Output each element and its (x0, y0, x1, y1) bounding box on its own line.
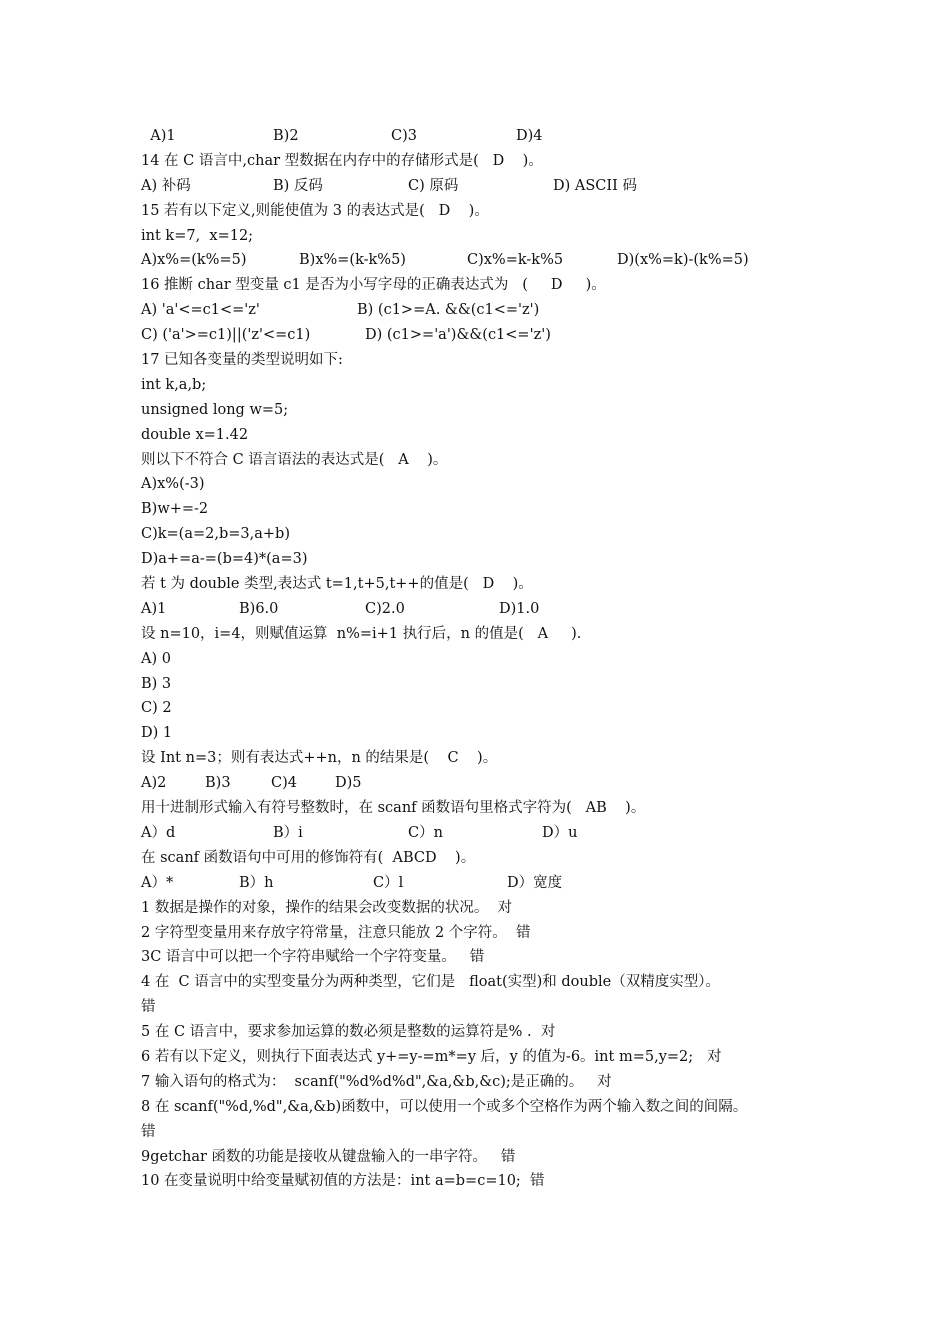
text-line: int k,a,b; (141, 376, 207, 393)
option-row (141, 597, 831, 622)
text-line: 8 在 scanf("%d,%d",&a,&b)函数中，可以使用一个或多个空格作为两个输入数之间的间隔。 (141, 1098, 748, 1115)
text-line: 6 若有以下定义，则执行下面表达式 y+=y-=m*=y 后，y 的值为-6。int m=5,y=2; 对 (141, 1048, 722, 1065)
option-item: C) 原码 (408, 177, 459, 194)
option-item: A) 补码 (141, 177, 191, 194)
option-row (141, 871, 831, 896)
option-item: D)(x%=k)-(k%=5) (617, 252, 749, 269)
option-item: C)2.0 (365, 600, 405, 617)
text-line: 1 数据是操作的对象，操作的结果会改变数据的状况。 对 (141, 899, 513, 916)
option-row (141, 248, 831, 273)
document-page (141, 124, 831, 1194)
text-line: 9getchar 函数的功能是接收从键盘输入的一串字符。 错 (141, 1148, 516, 1165)
option-item: C）n (408, 824, 443, 841)
text-line: 错 (141, 1123, 156, 1140)
text-line: D) 1 (141, 725, 173, 742)
option-item: B）h (239, 874, 274, 891)
text-line: B)w+=-2 (141, 501, 209, 518)
option-item: B) (c1>=A. &&(c1<='z') (357, 302, 540, 319)
text-line: A)x%(-3) (141, 476, 205, 493)
option-item: B) 反码 (273, 177, 323, 194)
option-item: C)4 (271, 775, 297, 792)
text-line: 则以下不符合 C 语言语法的表达式是( A )。 (141, 451, 448, 468)
text-line: 设 Int n=3；则有表达式++n，n 的结果是( C )。 (141, 750, 498, 767)
option-row (141, 174, 831, 199)
text-line: 15 若有以下定义,则能使值为 3 的表达式是( D )。 (141, 202, 489, 219)
text-line: 在 scanf 函数语句中可用的修饰符有( ABCD )。 (141, 849, 476, 866)
option-item: A）* (141, 874, 174, 891)
option-item: A）d (141, 824, 176, 841)
option-row (141, 771, 831, 796)
option-item: D）宽度 (507, 874, 563, 891)
option-item: D) ASCII 码 (553, 177, 637, 194)
option-item: A)1 (141, 600, 167, 617)
option-item: A)2 (141, 775, 167, 792)
text-line: 设 n=10，i=4，则赋值运算 n%=i+1 执行后，n 的值是( A ). (141, 625, 582, 642)
option-row (141, 323, 831, 348)
text-line: C)k=(a=2,b=3,a+b) (141, 526, 290, 543)
text-line: 5 在 C 语言中，要求参加运算的数必须是整数的运算符是% . 对 (141, 1024, 556, 1041)
option-item: B)6.0 (239, 600, 279, 617)
text-line: int k=7, x=12; (141, 227, 254, 244)
option-item: B)3 (205, 775, 231, 792)
text-line: unsigned long w=5; (141, 401, 289, 418)
option-item: B)x%=(k-k%5) (299, 252, 406, 269)
text-line: 4 在 C 语言中的实型变量分为两种类型，它们是 float(实型)和 double（双精度实型）。 (141, 974, 720, 991)
option-item: D)1.0 (499, 600, 540, 617)
text-line: 若 t 为 double 类型,表达式 t=1,t+5,t++的值是( D )。 (141, 576, 533, 593)
text-line: 2 字符型变量用来存放字符常量，注意只能放 2 个字符。 错 (141, 924, 531, 941)
option-row (141, 298, 831, 323)
option-item: A)1 (141, 128, 176, 144)
option-item: C)3 (391, 128, 417, 144)
text-line: 17 已知各变量的类型说明如下: (141, 352, 343, 369)
option-item: A) 'a'<=c1<='z' (141, 302, 260, 319)
option-item: D)4 (516, 128, 543, 144)
text-line: 16 推断 char 型变量 c1 是否为小写字母的正确表达式为 ( D )。 (141, 277, 606, 294)
text-line: 3C 语言中可以把一个字符串赋给一个字符变量。 错 (141, 949, 485, 966)
option-item: A)x%=(k%=5) (141, 252, 247, 269)
option-row (141, 821, 831, 846)
option-item: D)5 (335, 775, 362, 792)
text-line: 7 输入语句的格式为： scanf("%d%d%d",&a,&b,&c);是正确的。 对 (141, 1073, 612, 1090)
option-row (141, 124, 831, 149)
text-line: D)a+=a-=(b=4)*(a=3) (141, 551, 308, 568)
text-line: C) 2 (141, 700, 172, 717)
option-item: C)x%=k-k%5 (467, 252, 564, 269)
text-line: A) 0 (141, 650, 171, 667)
text-line: 用十进制形式输入有符号整数时，在 scanf 函数语句里格式字符为( AB )。 (141, 800, 646, 817)
option-item: B）i (273, 824, 303, 841)
option-item: C) ('a'>=c1)||('z'<=c1) (141, 327, 311, 344)
text-line: 错 (141, 999, 156, 1016)
text-line: 14 在 C 语言中,char 型数据在内存中的存储形式是( D )。 (141, 152, 543, 169)
option-item: B)2 (273, 128, 299, 144)
text-line: 10 在变量说明中给变量赋初值的方法是：int a=b=c=10; 错 (141, 1173, 545, 1190)
text-line: B) 3 (141, 675, 172, 692)
text-line: double x=1.42 (141, 426, 249, 443)
option-item: D) (c1>='a')&&(c1<='z') (365, 327, 551, 344)
option-item: C）l (373, 874, 404, 891)
option-item: D）u (542, 824, 578, 841)
